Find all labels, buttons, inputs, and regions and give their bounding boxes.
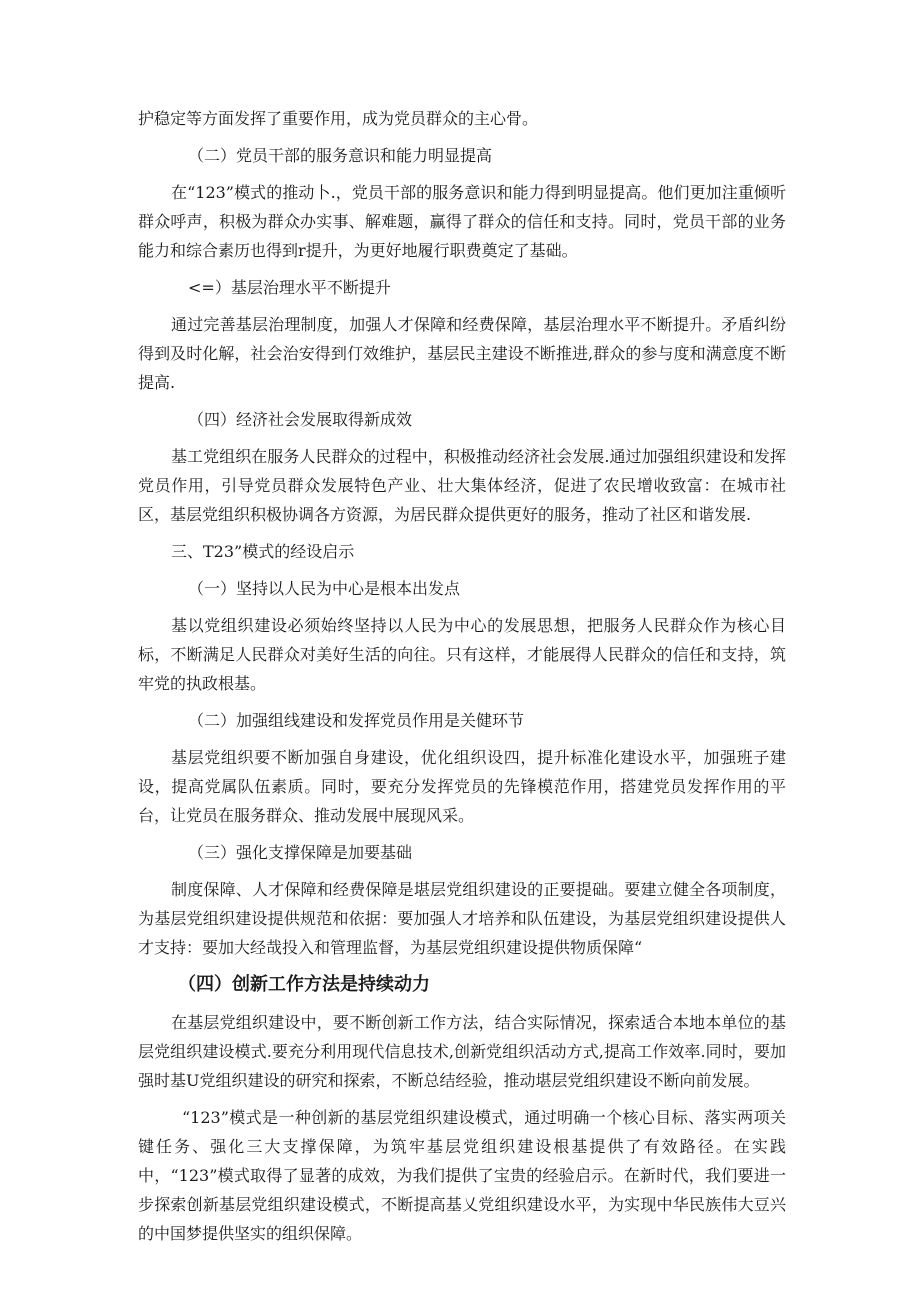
heading-economy: （四）经济社会发展取得新成效 (188, 410, 413, 429)
heading-cadre-service: （二）党员干部的服务意识和能力明显提高 (188, 146, 493, 165)
para-conclusion: “123”模式是一种创新的基层党组织建设模式，通过明确一个核心目标、落实两项关键任务、强化三大支撑保障，为筑牢基层党组织建设根基提供了有效路径。在实践中，“123”模式取得了显著的成效，为我们提供了宝贵的经验启示。在新时代，我们要进一步探索创新基层党组织建设模式，不断提高基乂党组织建设水平，为实现中华民族伟大豆兴的中国梦提供坚实的组织保障。 (138, 1108, 786, 1243)
para-support: 制度保障、人才保障和经费保障是堪层党组织建设的正要提础。要建立健全各项制度，为基层党组织建设提供规范和依据：要加强人才培养和队伍建设，为基层党组织建设提供人才支持：要加大经哉投入和管理监督，为基层党组织建设提供物质保障“ (138, 880, 786, 957)
heading-people-centered: （一）坚持以人民为中心是根本出发点 (188, 579, 461, 598)
para-cadre-service: 在“123”模式的推动卜.，党员干部的服务意识和能力得到明显提高。他们更加注重倾听群众呼声，积极为群众办实事、解难题，赢得了群众的信任和支持。同时，党员干部的业务能力和综合素历也得到r提升，为更好地履行职费奠定了基础。 (138, 183, 786, 260)
para-innovation: 在基层党组织建设中，要不断创新工作方法，结合实际情况，探索适合本地本单位的基层党组织建设模式.要充分利用现代信息技术,创新党组织活动方式,提高工作效率.同时，要加强时基U党组织建设的研究和探索，不断总结经验，推动堪层党组织建设不断向前发展。 (138, 1013, 786, 1090)
para-economy: 基工党组织在服务人民群众的过程中，积极推动经济社会发展.通过加强组织建设和发挥党员作用，引导党员群众发展特色产业、壮大集体经济，促进了农民增收致富：在城市社区，基层党组织积极协调各方资源，为居民群众提供更好的服务，推动了社区和谐发展. (138, 447, 786, 524)
para-people-centered: 基以党组织建设必须始终坚持以人民为中心的发展思想，把服务人民群众作为核心目标，不断满足人民群众对美好生活的向往。只有这样，才能展得人民群众的信任和支持，筑牢党的执政根基。 (138, 616, 786, 693)
heading-section-three: 三、T23”模式的经设启示 (171, 542, 355, 561)
para-org-building: 基层党组织要不断加强自身建设，优化组织设四，提升标准化建设水平，加强班子建设，提高党属队伍素质。同时，要充分发挥党员的先锋模范作用，搭建党员发挥作用的平台，让党员在服务群众、推动发展中展现风采。 (138, 748, 786, 825)
intro-continuation: 护稳定等方面发挥了重要作用，成为党员群众的主心骨。 (138, 109, 539, 128)
heading-innovation: （四）创新工作方法是持续动力 (178, 974, 430, 995)
heading-support: （三）强化支撑保障是加要基础 (188, 843, 413, 862)
document-page (138, 104, 786, 1256)
heading-org-building: （二）加强组线建设和发挥党员作用是关健环节 (188, 711, 525, 730)
para-governance: 通过完善基层治理制度，加强人才保障和经费保障，基层治理水平不断提升。矛盾纠纷得到及时化解，社会治安得到仃效维护，基层民主建设不断推进,群众的参与度和满意度不断提高. (138, 315, 786, 392)
heading-governance: <=）基层治理水平不断提升 (188, 278, 391, 297)
